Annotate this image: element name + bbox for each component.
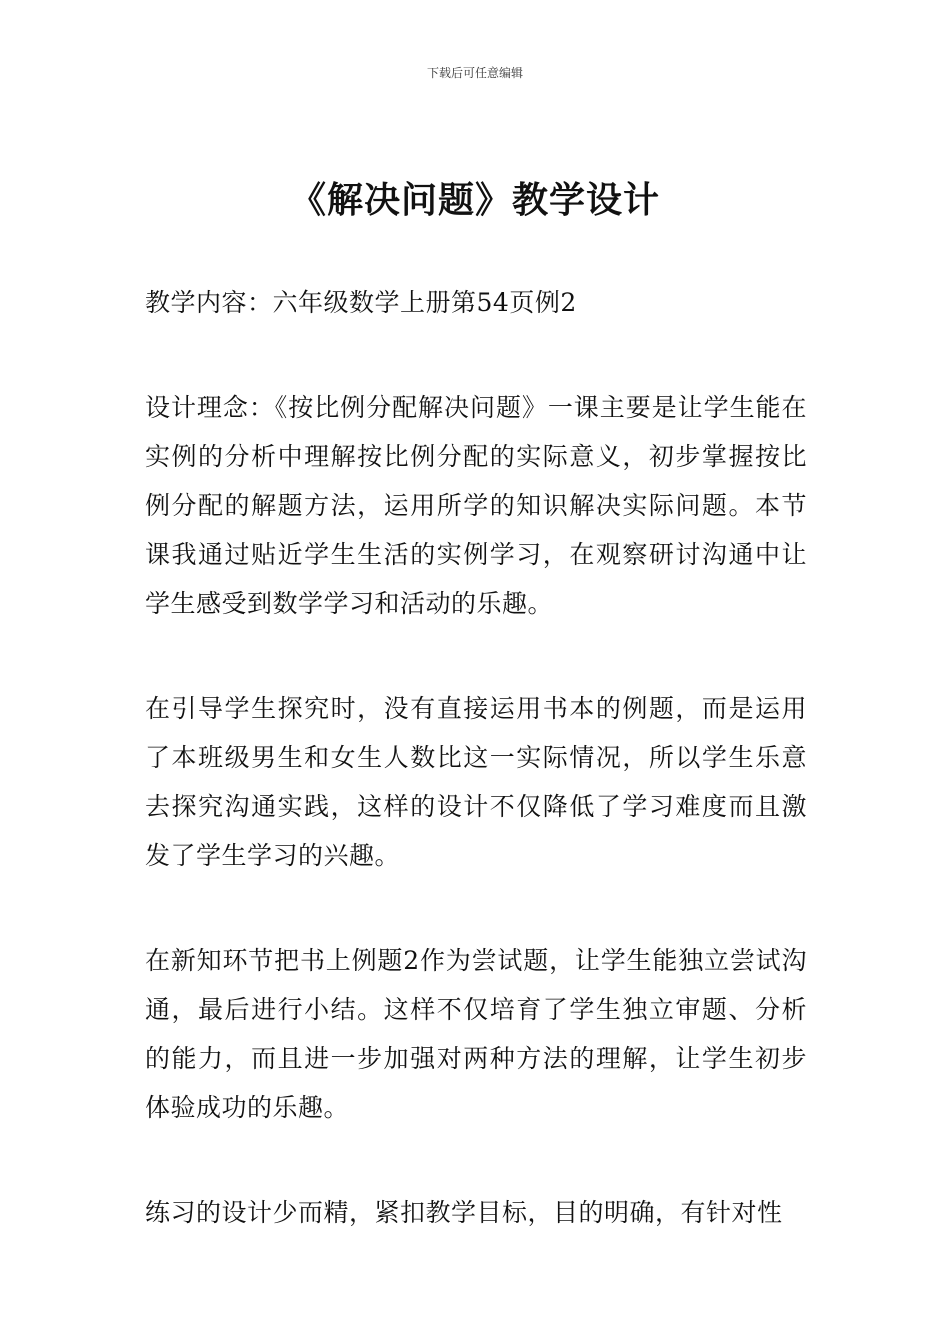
paragraph-new-knowledge: 在新知环节把书上例题2作为尝试题，让学生能独立尝试沟通，最后进行小结。这样不仅培育了学生独立审题、分析的能力，而且进一步加强对两种方法的理解，让学生初步体验成功的乐趣。 (145, 946, 807, 1122)
paragraph-teaching-content: 教学内容：六年级数学上册第54页例2 (145, 288, 577, 317)
paragraph-gap (145, 880, 807, 936)
document-body (145, 278, 807, 1237)
paragraph-gap (145, 1132, 807, 1188)
document-title: 《解决问题》教学设计 (289, 180, 660, 221)
header-note: 下载后可任意编辑 (426, 66, 523, 80)
paragraph-design-concept: 设计理念：《按比例分配解决问题》一课主要是让学生能在实例的分析中理解按比例分配的实际意义，初步掌握按比例分配的解题方法，运用所学的知识解决实际问题。本节课我通过贴近学生生活的实例学习，在观察研讨沟通中让学生感受到数学学习和活动的乐趣。 (145, 393, 807, 618)
paragraph-gap (145, 628, 807, 684)
paragraph-practice-design: 练习的设计少而精，紧扣教学目标，目的明确，有针对性 (145, 1198, 783, 1227)
paragraph-guided-inquiry: 在引导学生探究时，没有直接运用书本的例题，而是运用了本班级男生和女生人数比这一实际情况，所以学生乐意去探究沟通实践，这样的设计不仅降低了学习难度而且激发了学生学习的兴趣。 (145, 694, 807, 870)
paragraph-gap (145, 327, 807, 383)
